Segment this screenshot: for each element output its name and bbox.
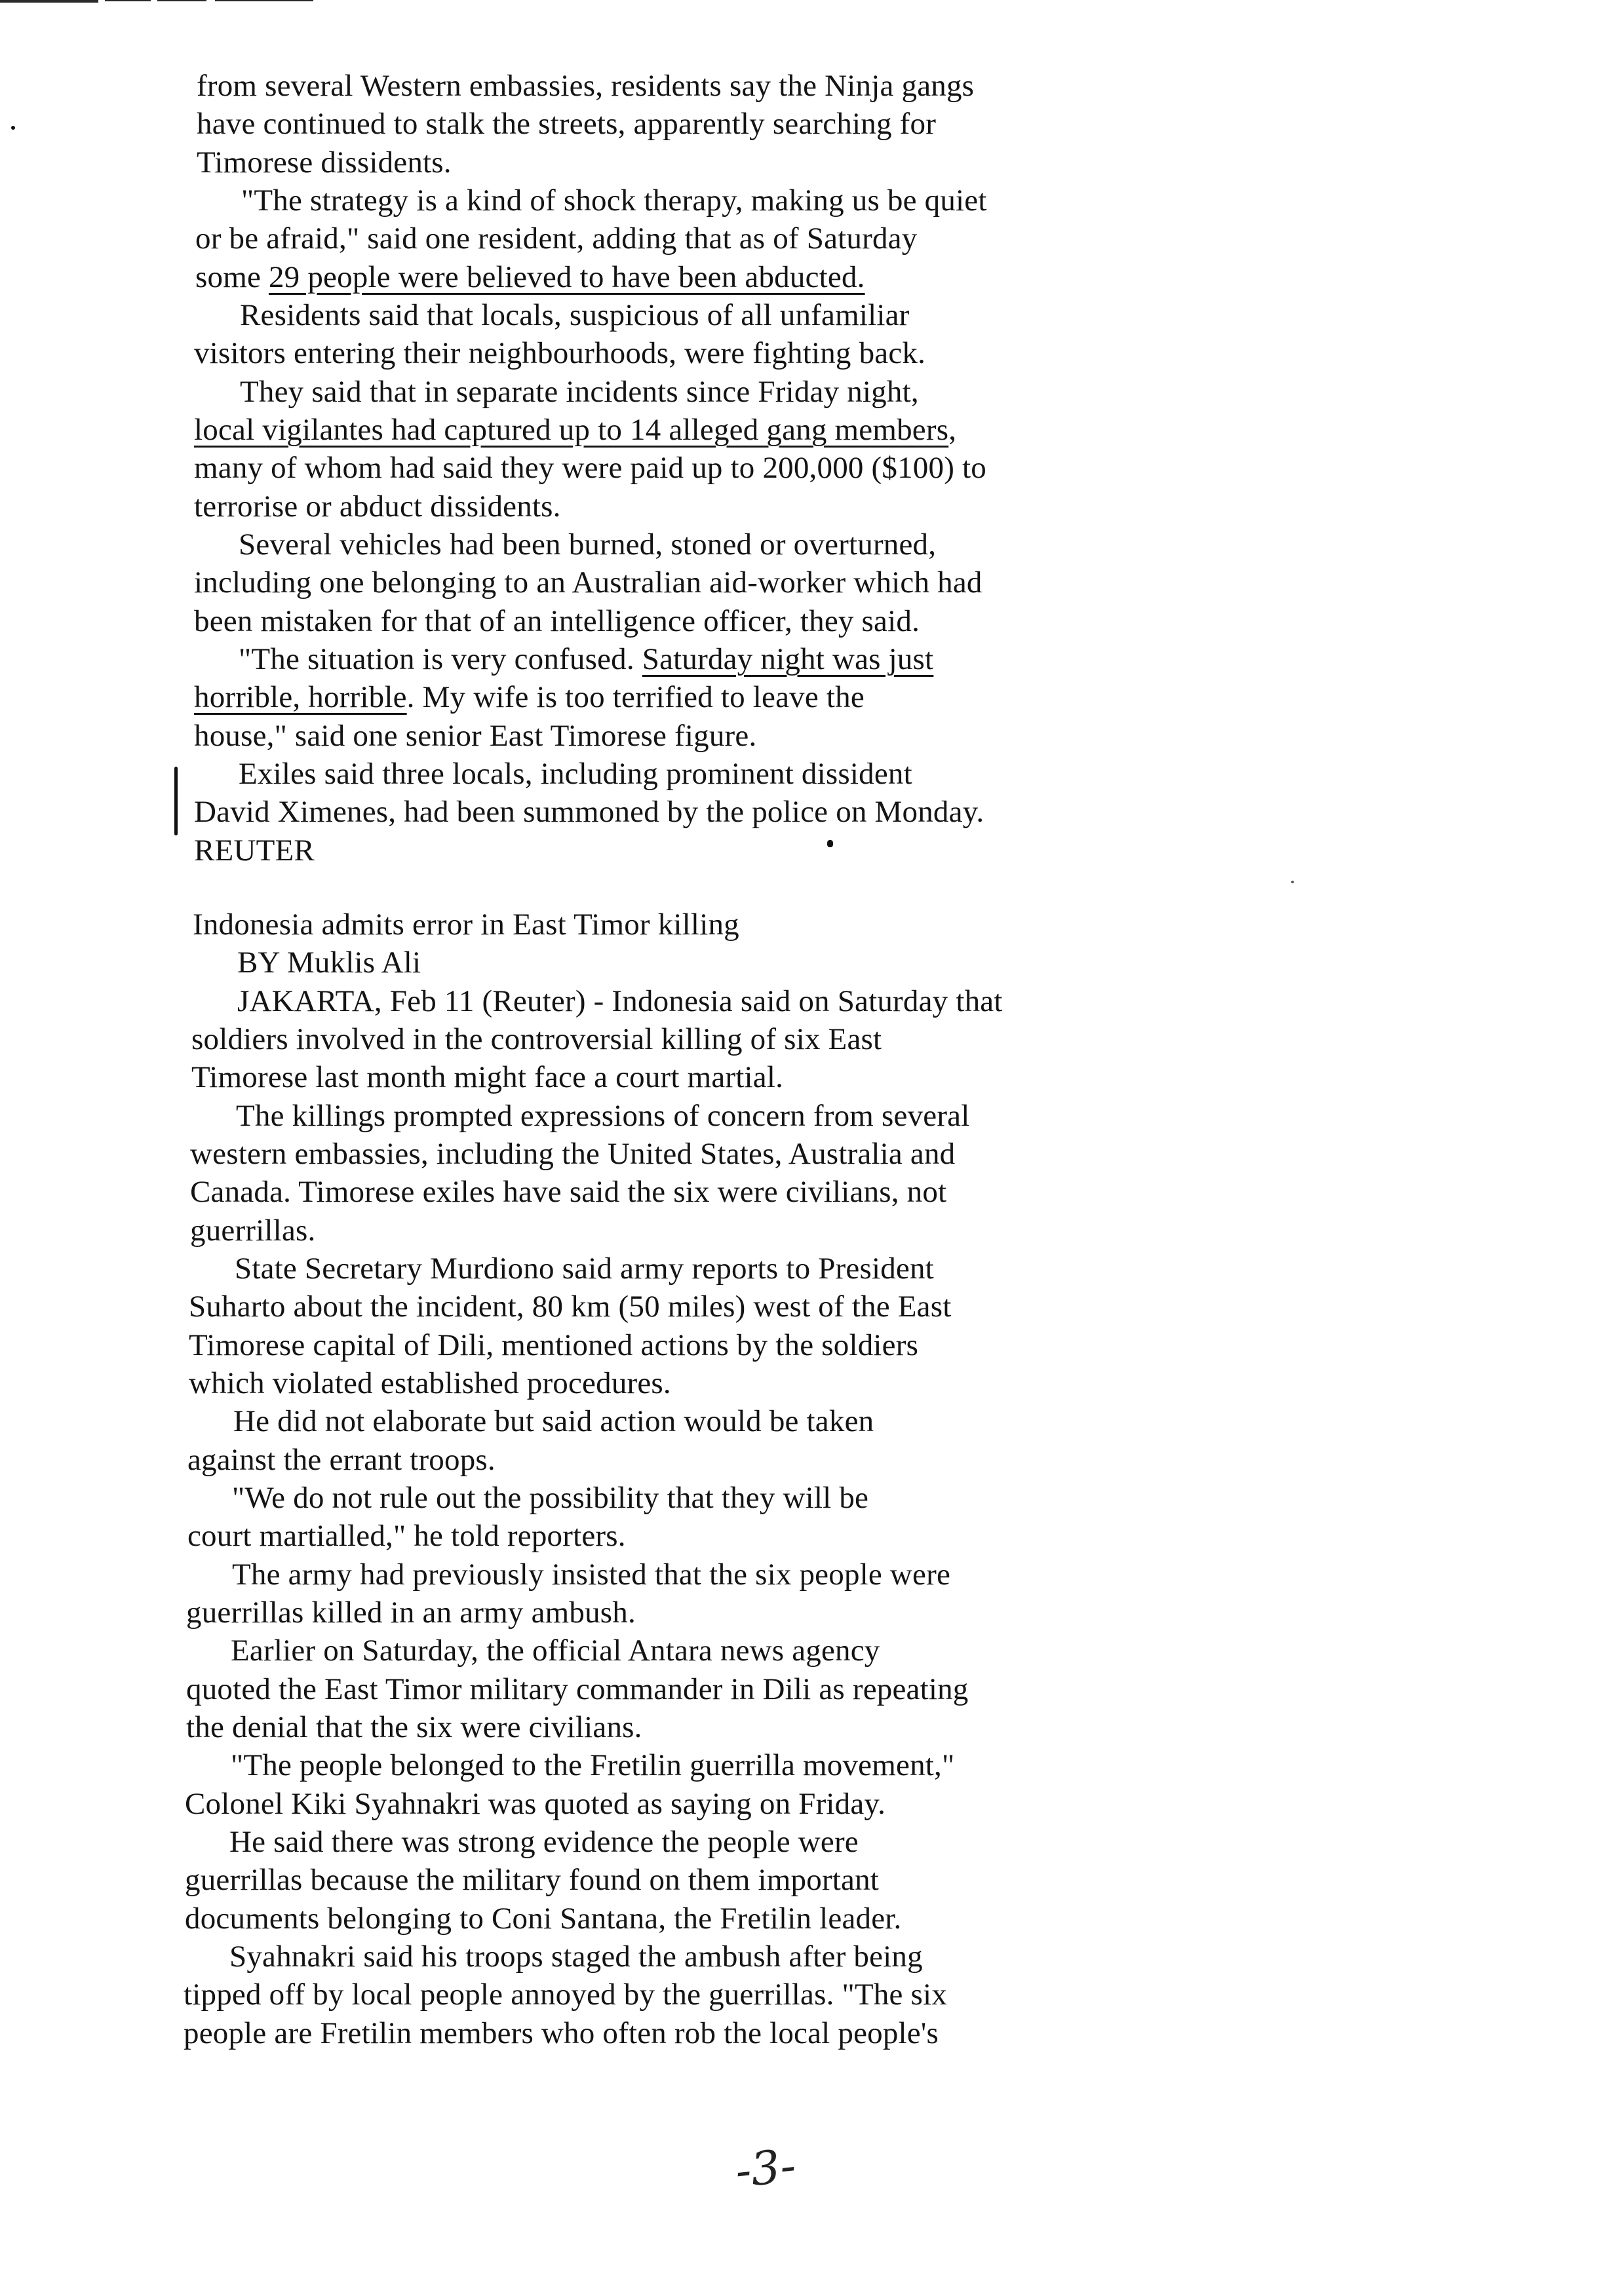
headline: Indonesia admits error in East Timor killing	[193, 908, 739, 942]
text-line: or be afraid," said one resident, adding that as of Saturday	[195, 221, 918, 256]
text-segment: ,	[948, 413, 957, 447]
text-segment: "The situation is very confused.	[239, 642, 642, 676]
text-segment: . My wife is too terrified to leave the	[406, 680, 865, 714]
text-line: Earlier on Saturday, the official Antara news agency	[231, 1634, 880, 1668]
text-line: "The strategy is a kind of shock therapy, making us be quiet	[241, 183, 987, 218]
text-line: guerrillas killed in an army ambush.	[186, 1596, 636, 1630]
text-line: He did not elaborate but said action would be taken	[233, 1404, 874, 1438]
ink-dot	[827, 840, 833, 847]
text-line: tipped off by local people annoyed by the guerrillas. "The six	[184, 1978, 947, 2012]
text-line: State Secretary Murdiono said army reports to President	[235, 1252, 934, 1286]
text-line: Timorese last month might face a court martial.	[191, 1060, 784, 1094]
text-line	[194, 678, 865, 716]
text-line: Several vehicles had been burned, stoned or overturned,	[239, 527, 937, 562]
text-line: many of whom had said they were paid up to 200,000 ($100) to	[194, 451, 986, 485]
text-line: western embassies, including the United States, Australia and	[190, 1137, 956, 1171]
underlined-text: 29 people were believed to have been abducted.	[268, 260, 865, 294]
text-line	[239, 640, 933, 678]
text-line: including one belonging to an Australian aid-worker which had	[194, 565, 983, 600]
text-line: court martialled," he told reporters.	[187, 1519, 626, 1553]
text-line: Suharto about the incident, 80 km (50 miles) west of the East	[189, 1290, 952, 1324]
text-line: guerrillas.	[190, 1214, 316, 1248]
underlined-text: local vigilantes had captured up to 14 alleged gang members	[194, 413, 949, 447]
text-line: against the errant troops.	[187, 1443, 496, 1477]
text-line: have continued to stalk the streets, apparently searching for	[197, 107, 937, 141]
underlined-text: horrible, horrible	[194, 680, 407, 714]
text-line: guerrillas because the military found on them important	[185, 1863, 880, 1897]
text-line: "We do not rule out the possibility that they will be	[232, 1481, 869, 1515]
text-line: "The people belonged to the Fretilin guerrilla movement,"	[231, 1748, 955, 1782]
text-line: They said that in separate incidents since Friday night,	[240, 375, 919, 409]
text-line: people are Fretilin members who often rob the local people's	[184, 2016, 939, 2050]
text-line: The army had previously insisted that the six people were	[232, 1558, 951, 1592]
underlined-text: Saturday night was just	[642, 642, 934, 676]
ink-dot	[1291, 881, 1294, 883]
text-line: from several Western embassies, residents say the Ninja gangs	[197, 69, 975, 103]
text-line: terrorise or abduct dissidents.	[194, 489, 561, 524]
page-number: -3-	[732, 2138, 798, 2198]
text-line: Colonel Kiki Syahnakri was quoted as saying on Friday.	[185, 1787, 886, 1821]
text-line: Timorese dissidents.	[197, 145, 452, 180]
ink-dot	[11, 126, 15, 130]
text-line: house," said one senior East Timorese figure.	[194, 719, 757, 753]
text-line: Exiles said three locals, including prominent dissident	[239, 757, 912, 791]
text-line: REUTER	[194, 833, 315, 868]
text-line: which violated established procedures.	[189, 1366, 671, 1400]
text-line: JAKARTA, Feb 11 (Reuter) - Indonesia said on Saturday that	[237, 984, 1003, 1018]
text-line: He said there was strong evidence the people were	[229, 1825, 859, 1859]
text-line: David Ximenes, had been summoned by the police on Monday.	[194, 795, 984, 829]
text-line: Syahnakri said his troops staged the ambush after being	[229, 1940, 923, 1974]
text-line: visitors entering their neighbourhoods, were fighting back.	[194, 336, 926, 370]
text-line: documents belonging to Coni Santana, the Fretilin leader.	[185, 1902, 902, 1936]
text-line: the denial that the six were civilians.	[186, 1710, 642, 1744]
text-line: Timorese capital of Dili, mentioned actions by the soldiers	[189, 1328, 919, 1362]
byline: BY Muklis Ali	[237, 946, 421, 980]
text-segment: some	[195, 260, 269, 294]
text-line	[194, 411, 956, 449]
margin-bar-mark	[174, 767, 178, 835]
text-line: Residents said that locals, suspicious of all unfamiliar	[240, 298, 910, 332]
text-line: Canada. Timorese exiles have said the six were civilians, not	[190, 1175, 947, 1209]
text-line: quoted the East Timor military commander in Dili as repeating	[186, 1672, 969, 1706]
text-line	[195, 258, 865, 296]
text-line: soldiers involved in the controversial killing of six East	[191, 1022, 882, 1056]
text-line: been mistaken for that of an intelligence officer, they said.	[194, 604, 920, 638]
text-line: The killings prompted expressions of concern from several	[236, 1099, 970, 1133]
